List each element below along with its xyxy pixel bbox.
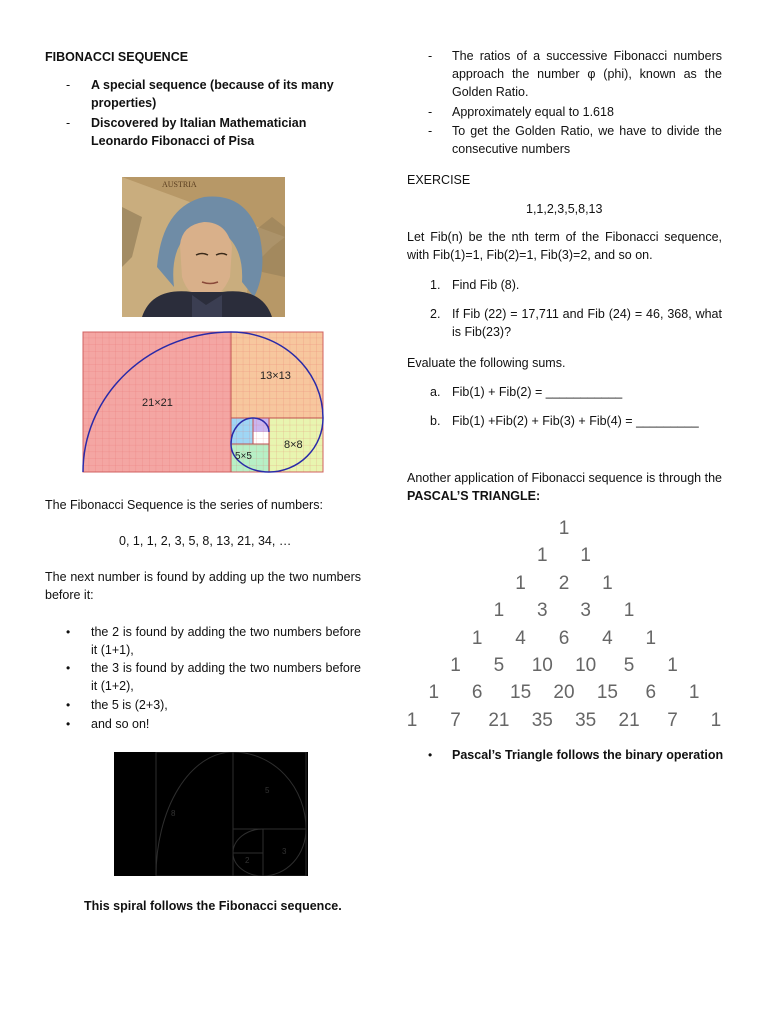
sum-text: Fib(1) +Fib(2) + Fib(3) + Fib(4) = _________	[452, 414, 699, 428]
golden-rectangle-diagram	[82, 331, 324, 473]
pascal-number: 1	[471, 627, 483, 649]
rect-label-8: 8×8	[284, 439, 303, 451]
bullet-dot: •	[66, 661, 71, 675]
pascal-number: 5	[623, 655, 635, 676]
pascal-number: 5	[493, 655, 505, 676]
dot-item: the 2 is found by adding the two numbers before it (1+1),	[91, 625, 361, 657]
pascal-number: 3	[537, 600, 548, 622]
pascal-number: 6	[471, 682, 483, 704]
pascal-number: 1	[537, 545, 548, 567]
sum-label: a.	[430, 385, 441, 399]
pascal-number: 20	[553, 682, 575, 704]
pascal-number: 1	[515, 572, 526, 594]
doc-heading: FIBONACCI SEQUENCE	[45, 50, 189, 64]
intro-bullet: Discovered by Italian Mathematician Leonardo Fibonacci of Pisa	[91, 116, 307, 148]
pascal-number: 7	[450, 709, 461, 731]
pascal-intro	[407, 469, 722, 505]
bullet-dot: •	[66, 625, 71, 639]
spiral-caption: This spiral follows the Fibonacci sequence.	[84, 899, 342, 913]
pascal-number: 3	[580, 600, 591, 622]
golden-ratio-item: Approximately equal to 1.618	[452, 105, 614, 119]
pascal-number: 2	[558, 572, 570, 594]
bullet-dot: •	[66, 698, 71, 712]
dot-item: the 3 is found by adding the two numbers before it (1+2),	[91, 661, 361, 693]
pascal-number: 6	[558, 627, 570, 649]
pascal-number: 1	[558, 518, 570, 539]
pascal-number: 1	[710, 709, 722, 731]
pascal-number: 1	[623, 600, 635, 622]
sum-text: Fib(1) + Fib(2) = ___________	[452, 385, 623, 399]
fibonacci-series: 0, 1, 1, 2, 3, 5, 8, 13, 21, 34, …	[119, 534, 292, 548]
pascal-intro-text: Another application of Fibonacci sequence is through the	[407, 471, 722, 485]
pascal-number: 1	[493, 600, 505, 622]
golden-ratio-item: To get the Golden Ratio, we have to divide the consecutive numbers	[452, 124, 722, 156]
bullet-dot: •	[428, 748, 433, 762]
pascal-number: 1	[450, 655, 461, 676]
pascal-number: 10	[575, 655, 597, 676]
question-text: Find Fib (8).	[452, 278, 520, 292]
pascal-number: 1	[580, 545, 591, 567]
question-number: 1.	[430, 278, 441, 292]
spiral-label-8: 8	[171, 809, 176, 818]
spiral-label-2: 2	[245, 856, 250, 865]
pascal-number: 15	[510, 682, 532, 704]
dot-item: and so on!	[91, 717, 150, 731]
pascal-note: Pascal’s Triangle follows the binary operation	[452, 748, 724, 762]
pascal-number: 4	[515, 627, 526, 649]
exercise-heading: EXERCISE	[407, 173, 471, 187]
pascal-number: 7	[667, 709, 678, 731]
fibonacci-portrait	[122, 177, 285, 317]
fib-definition: Let Fib(n) be the nth term of the Fibonacci sequence, with Fib(1)=1, Fib(2)=1, Fib(3)=2, and so on.	[407, 230, 722, 262]
intro-bullet: A special sequence (because of its many properties)	[91, 78, 334, 110]
dash-bullet: -	[66, 78, 71, 92]
next-number-intro: The next number is found by adding up the two numbers before it:	[45, 570, 361, 602]
pascal-number: 6	[645, 682, 657, 704]
pascal-number: 1	[602, 572, 613, 594]
svg-text:AUSTRIA: AUSTRIA	[162, 180, 197, 189]
pascal-number: 1	[428, 682, 440, 704]
dash-bullet: -	[66, 116, 71, 130]
pascal-number: 4	[602, 627, 613, 649]
rect-label-13: 13×13	[260, 370, 291, 382]
sums-intro: Evaluate the following sums.	[407, 356, 566, 370]
pascal-number: 21	[618, 709, 640, 731]
fibonacci-spiral-image	[114, 752, 308, 876]
dash-bullet: -	[428, 124, 433, 138]
pascal-intro-bold: PASCAL’S TRIANGLE:	[407, 489, 541, 503]
bullet-dot: •	[66, 717, 71, 731]
spiral-label-3: 3	[282, 847, 287, 856]
rect-label-5: 5×5	[235, 451, 252, 462]
pascal-number: 1	[406, 709, 418, 731]
pascal-number: 1	[688, 682, 700, 704]
dash-bullet: -	[428, 105, 433, 119]
dash-bullet: -	[428, 49, 433, 63]
pascal-number: 15	[596, 682, 618, 704]
pascal-number: 1	[667, 655, 678, 676]
pascal-number: 1	[645, 627, 657, 649]
pascal-number: 35	[531, 709, 553, 731]
exercise-series: 1,1,2,3,5,8,13	[526, 202, 603, 216]
question-number: 2.	[430, 307, 441, 321]
series-intro: The Fibonacci Sequence is the series of numbers:	[45, 498, 323, 512]
dot-item: the 5 is (2+3),	[91, 698, 168, 712]
pascal-number: 21	[488, 709, 510, 731]
question-text: If Fib (22) = 17,711 and Fib (24) = 46, 368, what is Fib(23)?	[452, 307, 722, 339]
spiral-label-5: 5	[265, 786, 270, 795]
pascal-number: 10	[531, 655, 553, 676]
golden-ratio-item: The ratios of a successive Fibonacci numbers approach the number φ (phi), known as the Golden Ratio.	[452, 49, 722, 99]
sum-label: b.	[430, 414, 441, 428]
rect-label-21: 21×21	[142, 397, 173, 409]
pascal-number: 35	[575, 709, 597, 731]
